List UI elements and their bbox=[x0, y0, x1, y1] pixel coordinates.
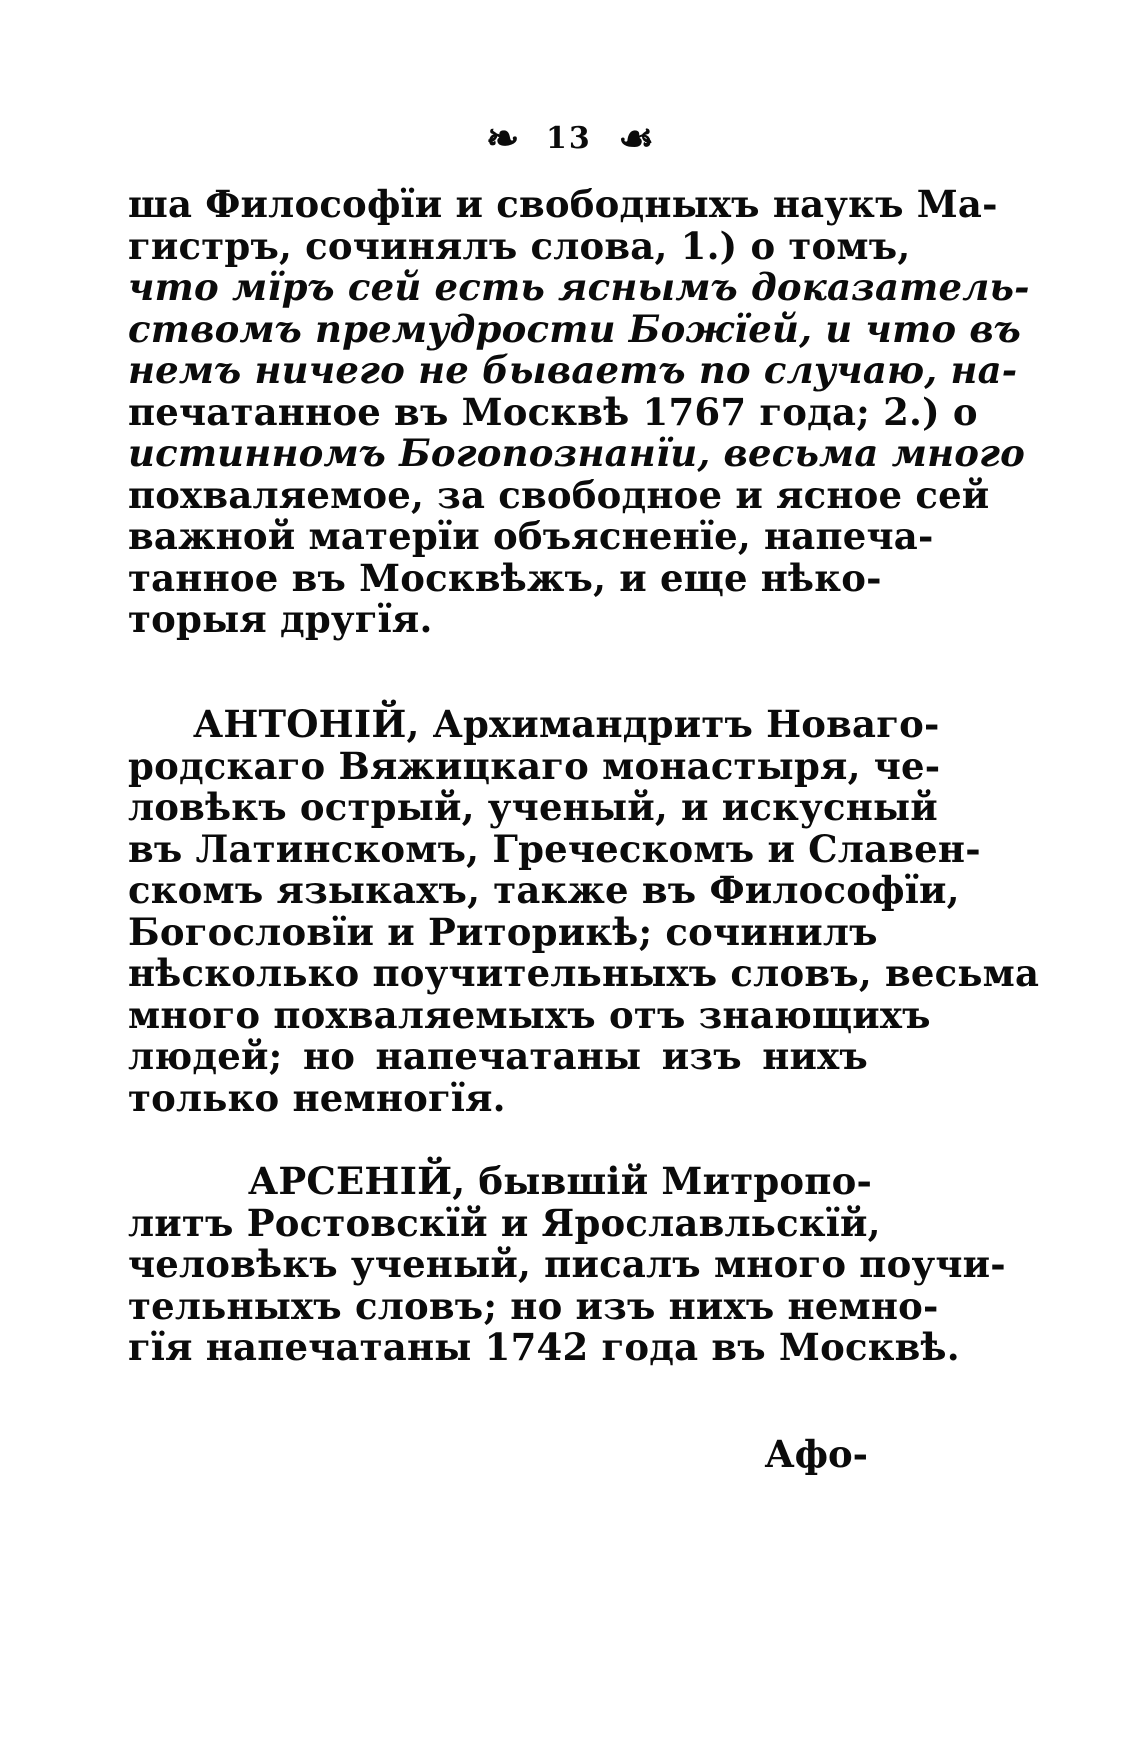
entry-heading-line: АРСЕНІЙ, бывшій Митропо- bbox=[248, 1159, 873, 1203]
text-line: родскаго Вяжицкаго монастыря, че- bbox=[128, 743, 941, 788]
text-line: гїя напечатаны 1742 года въ Москвѣ. bbox=[128, 1325, 960, 1369]
entry-antony bbox=[128, 702, 1040, 1121]
entry-arseny bbox=[128, 1159, 1006, 1371]
entry-heading-line: АНТОНІЙ, Архимандритъ Новаго- bbox=[193, 702, 940, 746]
text-line: скомъ языкахъ, также въ Философїи, bbox=[128, 868, 960, 912]
ornament-right-icon: ☙ bbox=[618, 115, 655, 162]
text-line: только немногїя. bbox=[128, 1075, 506, 1120]
text-line: что мїръ сей есть яснымъ доказатель- bbox=[128, 265, 1030, 309]
text-line: въ Латинскомъ, Греческомъ и Славен- bbox=[128, 826, 981, 871]
text-line: нѣсколько поучительныхъ словъ, весьма bbox=[128, 951, 1040, 995]
text-line: литъ Ростовскїй и Ярославльскїй, bbox=[128, 1200, 881, 1245]
ornament-left-icon: ❧ bbox=[485, 115, 520, 162]
text-line: тельныхъ словъ; но изъ нихъ немно- bbox=[128, 1283, 939, 1328]
text-line: торыя другїя. bbox=[128, 597, 433, 641]
text-line: ловѣкъ острый, ученый, и искусный bbox=[128, 785, 938, 829]
page-header bbox=[0, 115, 1140, 162]
text-line: много похваляемыхъ отъ знающихъ bbox=[128, 992, 931, 1037]
text-line: важной матерїи объясненїе, напеча- bbox=[128, 514, 934, 558]
text-line: человѣкъ ученый, писалъ много поучи- bbox=[128, 1242, 1006, 1286]
text-line: гистръ, сочинялъ слова, 1.) о томъ, bbox=[128, 223, 911, 268]
paragraph-continuation bbox=[128, 182, 1030, 643]
text-line: немъ ничего не бываетъ по случаю, на- bbox=[128, 348, 1018, 392]
text-line: истинномъ Богопознанїи, весьма много bbox=[128, 431, 1026, 475]
text-line: похваляемое, за свободное и ясное сей bbox=[128, 472, 990, 517]
text-line: Богословїи и Риторикѣ; сочинилъ bbox=[128, 909, 878, 954]
text-line: людей; но напечатаны изъ нихъ bbox=[128, 1034, 868, 1078]
text-line: ша Философїи и свободныхъ наукъ Ма- bbox=[128, 182, 998, 226]
page-number: 13 bbox=[545, 121, 592, 156]
text-line: печатанное въ Москвѣ 1767 года; 2.) о bbox=[128, 389, 978, 434]
catchword: Афо- bbox=[764, 1432, 868, 1476]
text-line: ствомъ премудрости Божїей, и что въ bbox=[128, 306, 1021, 351]
text-line: танное въ Москвѣжъ, и еще нѣко- bbox=[128, 555, 882, 600]
